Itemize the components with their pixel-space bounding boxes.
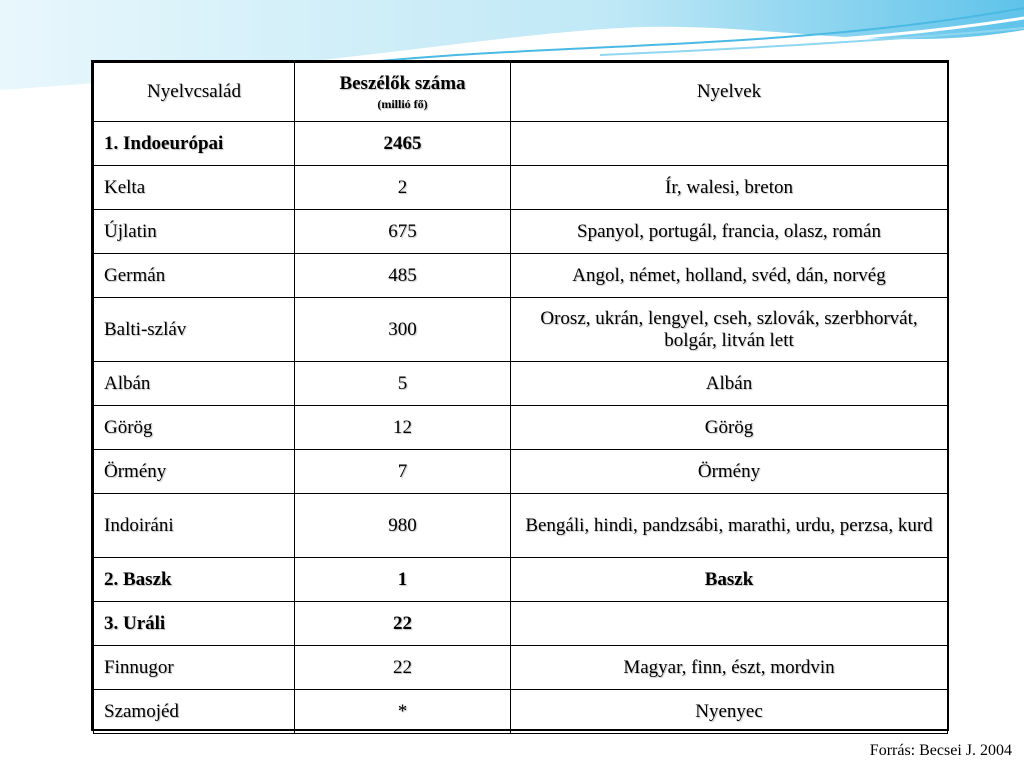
family-cell: Finnugor [94, 646, 295, 690]
family-cell: Balti-szláv [94, 298, 295, 362]
speakers-cell: 22 [295, 646, 511, 690]
family-cell: Kelta [94, 166, 295, 210]
family-cell: Örmény [94, 450, 295, 494]
table-row [94, 646, 948, 690]
languages-cell: Orosz, ukrán, lengyel, cseh, szlovák, szerbhorvát, bolgár, litván lett [511, 298, 948, 362]
speakers-cell: 675 [295, 210, 511, 254]
languages-cell: Görög [511, 406, 948, 450]
languages-cell: Örmény [511, 450, 948, 494]
header-family: Nyelvcsalád [94, 63, 295, 122]
source-citation: Forrás: Becsei J. 2004 [869, 742, 1012, 759]
table-header-row [94, 63, 948, 122]
table-row [94, 254, 948, 298]
table-row [94, 122, 948, 166]
speakers-cell: 2465 [295, 122, 511, 166]
table-row [94, 450, 948, 494]
speakers-cell: 22 [295, 602, 511, 646]
speakers-cell: 980 [295, 494, 511, 558]
speakers-cell: 12 [295, 406, 511, 450]
table-row [94, 494, 948, 558]
table-row [94, 210, 948, 254]
table-row [94, 362, 948, 406]
table-row [94, 690, 948, 734]
table-row [94, 166, 948, 210]
header-languages: Nyelvek [511, 63, 948, 122]
language-family-table [93, 62, 948, 734]
languages-cell [511, 602, 948, 646]
speakers-cell: 5 [295, 362, 511, 406]
table-row [94, 406, 948, 450]
languages-cell: Bengáli, hindi, pandzsábi, marathi, urdu, perzsa, kurd [511, 494, 948, 558]
family-cell: Újlatin [94, 210, 295, 254]
languages-cell: Baszk [511, 558, 948, 602]
speakers-cell: 2 [295, 166, 511, 210]
header-speakers: Beszélők száma (millió fő) [295, 63, 511, 122]
family-cell: 1. Indoeurópai [94, 122, 295, 166]
languages-cell: Ír, walesi, breton [511, 166, 948, 210]
table-row [94, 558, 948, 602]
speakers-cell: * [295, 690, 511, 734]
languages-cell [511, 122, 948, 166]
language-family-table-frame [91, 60, 949, 731]
speakers-cell: 300 [295, 298, 511, 362]
speakers-cell: 1 [295, 558, 511, 602]
languages-cell: Angol, német, holland, svéd, dán, norvég [511, 254, 948, 298]
languages-cell: Spanyol, portugál, francia, olasz, román [511, 210, 948, 254]
speakers-cell: 7 [295, 450, 511, 494]
family-cell: Indoiráni [94, 494, 295, 558]
family-cell: 3. Uráli [94, 602, 295, 646]
family-cell: Albán [94, 362, 295, 406]
family-cell: Germán [94, 254, 295, 298]
family-cell: 2. Baszk [94, 558, 295, 602]
family-cell: Görög [94, 406, 295, 450]
languages-cell: Albán [511, 362, 948, 406]
family-cell: Szamojéd [94, 690, 295, 734]
speakers-cell: 485 [295, 254, 511, 298]
languages-cell: Magyar, finn, észt, mordvin [511, 646, 948, 690]
table-row [94, 602, 948, 646]
languages-cell: Nyenyec [511, 690, 948, 734]
table-row [94, 298, 948, 362]
